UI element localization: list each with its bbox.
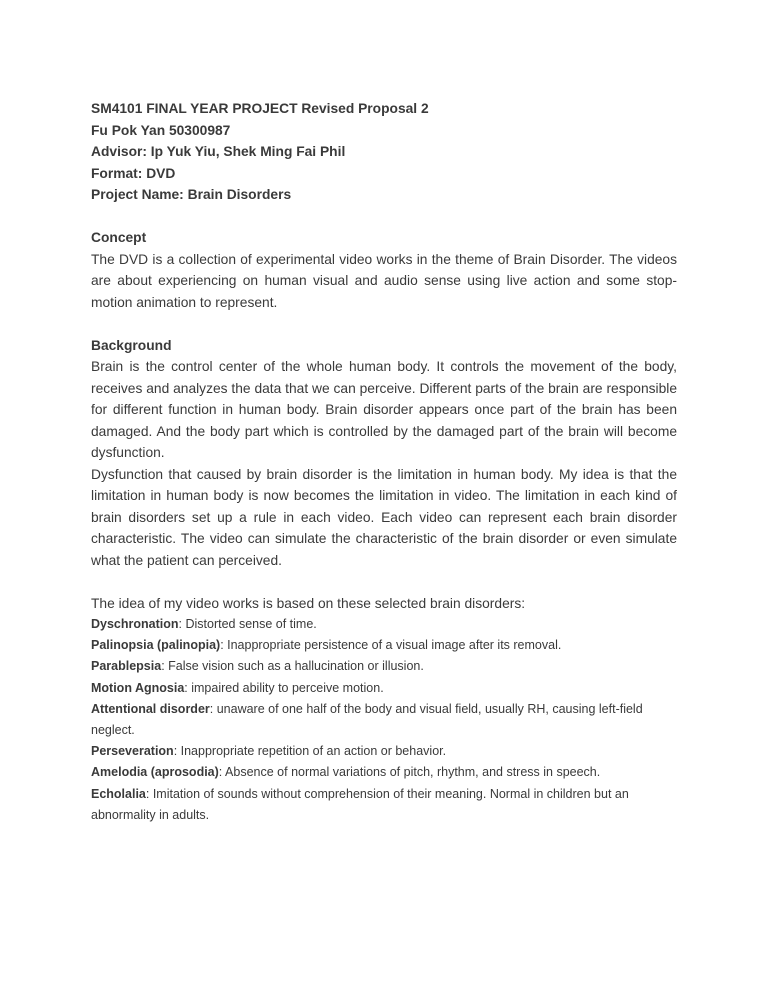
disorder-term: Perseveration [91,744,174,759]
disorder-definition: : unaware of one half of the body and visual field, usually RH, causing left-field neglect. [91,701,643,738]
disorder-definition: : Absence of normal variations of pitch, rhythm, and stress in speech. [218,765,601,780]
list-item [91,762,677,783]
list-item [91,656,677,677]
list-item [91,635,677,656]
background-heading: Background [91,337,172,353]
list-item [91,784,677,826]
section-background [91,335,677,572]
section-concept [91,227,677,313]
background-paragraph-2: Dysfunction that caused by brain disorder is the limitation in human body. My idea is that the limitation in human body is now becomes the limitation in video. The limitation in each kind of brain disorders set up a rule in each video. Each video can represent each brain disorder characteristic. The video can simulate the characteristic of the brain disorder or even simulate what the patient can perceived. [91,466,677,568]
disorder-term: Parablepsia [91,659,162,674]
disorder-term: Amelodia (aprosodia) [91,765,219,780]
concept-heading: Concept [91,230,147,245]
section-disorders [91,593,677,827]
disorders-intro: The idea of my video works is based on these selected brain disorders: [91,595,526,611]
concept-paragraph: The DVD is a collection of experimental video works in the theme of Brain Disorder. The videos are about experiencing on human visual and audio sense using live action and some stop-motion animation to represent. [91,251,677,310]
disorder-definition: : Inappropriate repetition of an action or behavior. [173,744,447,759]
disorder-term: Motion Agnosia [91,680,185,695]
disorder-definition: : Inappropriate persistence of a visual image after its removal. [220,638,562,653]
disorder-term: Dyschronation [91,617,179,631]
project-name-line: Project Name: Brain Disorders [91,187,292,202]
author-line: Fu Pok Yan 50300987 [91,122,231,138]
disorder-definition: : Distorted sense of time. [178,617,317,631]
disorder-term: Palinopsia (palinopia) [91,638,221,653]
list-item [91,699,677,741]
list-item [91,678,677,699]
disorder-definition: : False vision such as a hallucination or illusion. [161,659,424,674]
format-line: Format: DVD [91,165,176,181]
document-title: SM4101 FINAL YEAR PROJECT Revised Proposal 2 [91,101,429,116]
disorder-term: Attentional disorder [91,701,210,716]
document-header [91,98,677,206]
list-item [91,614,677,635]
advisor-line: Advisor: Ip Yuk Yiu, Shek Ming Fai Phil [91,144,346,159]
disorder-definition: : impaired ability to perceive motion. [184,680,384,695]
disorder-term: Echolalia [91,786,146,801]
list-item [91,741,677,762]
background-paragraph-1: Brain is the control center of the whole human body. It controls the movement of the body, receives and analyzes the data that we can perceive. Different parts of the brain are responsible for different function in human body. Brain disorder appears once part of the brain has been damaged. And the body part which is controlled by the damaged part of the brain will become dysfunction. [91,359,677,460]
disorders-list [91,614,677,826]
disorder-definition: : Imitation of sounds without comprehension of their meaning. Normal in children but an abnormality in adults. [91,786,629,822]
